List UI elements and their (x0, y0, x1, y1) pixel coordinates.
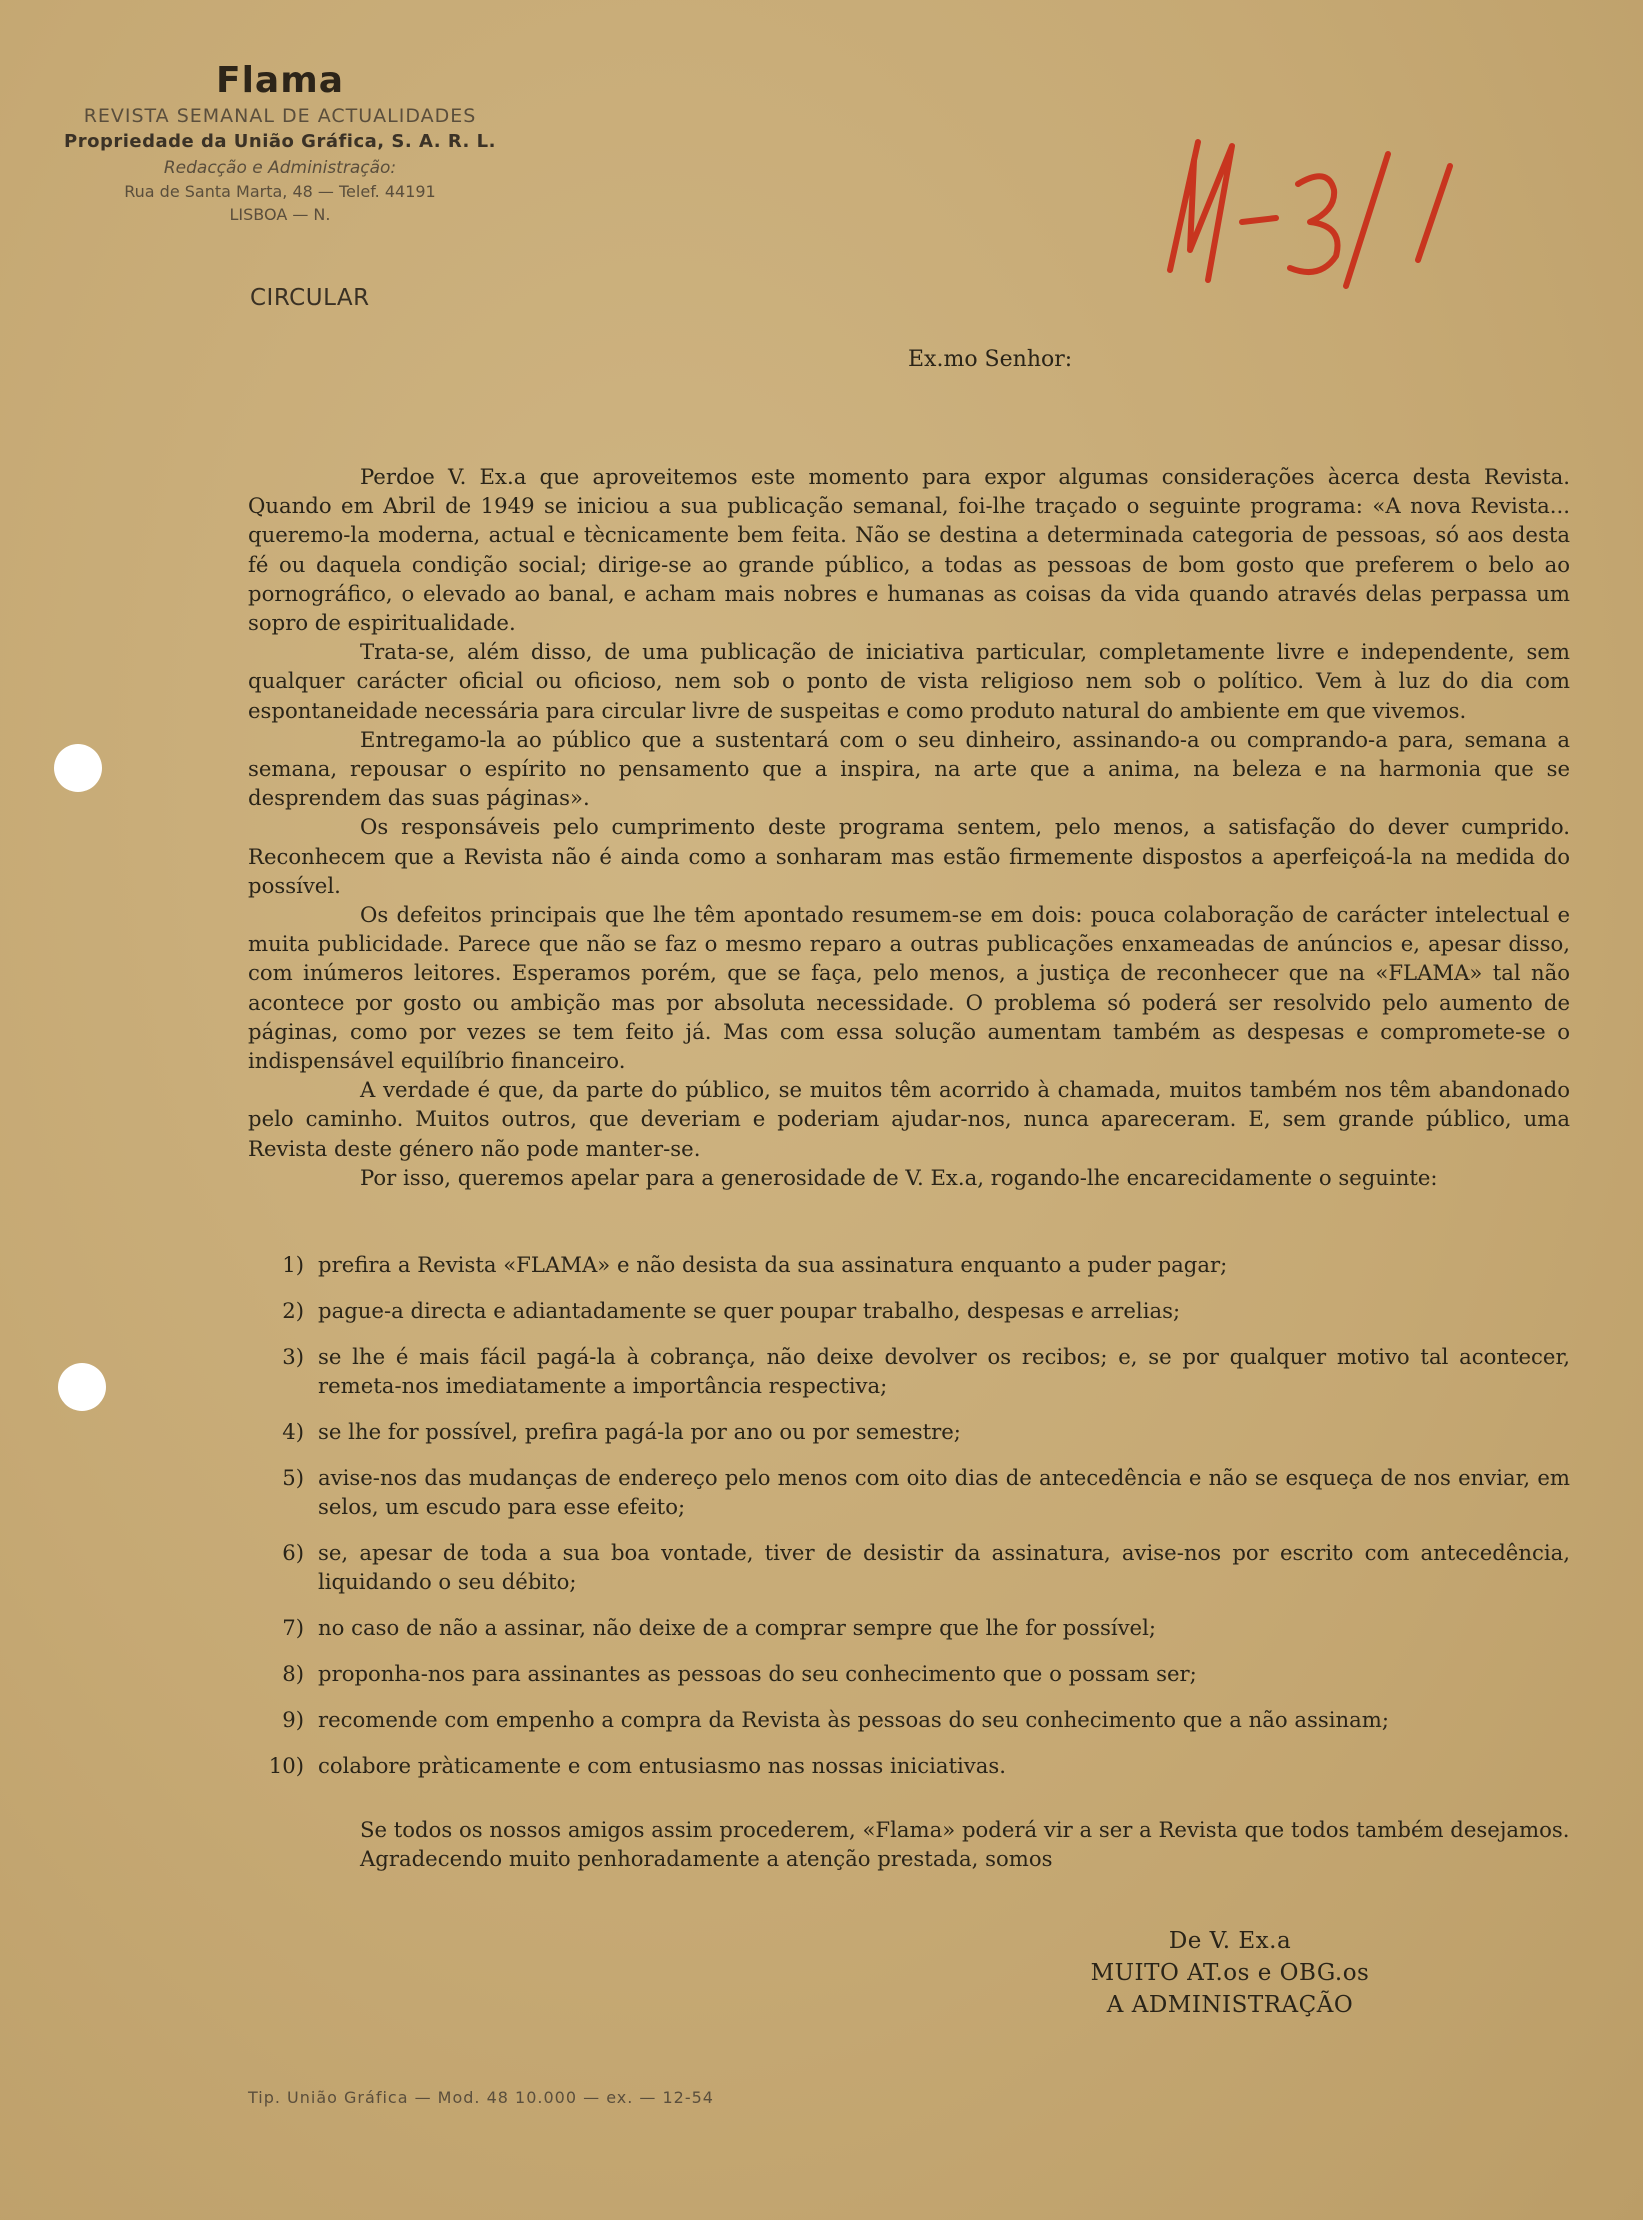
list-item-text: proponha-nos para assinantes as pessoas do seu conhecimento que o possam ser; (318, 1661, 1197, 1686)
list-item-number: 9) (282, 1707, 304, 1732)
list-item (248, 1342, 1570, 1400)
letterhead-city: LISBOA — N. (229, 205, 331, 224)
list-item (248, 1613, 1570, 1642)
list-item (248, 1705, 1570, 1734)
punch-hole (54, 744, 102, 792)
letterhead-owner: Propriedade da União Gráfica, S. A. R. L. (64, 131, 496, 152)
letterhead-admin: Redacção e Administração: (163, 158, 397, 178)
list-item-text: se lhe é mais fácil pagá-la à cobrança, não deixe devolver os recibos; e, se por qualquer motivo tal acontecer, remeta-nos imediatamente a importância respectiva; (318, 1344, 1570, 1398)
signature-line: MUITO AT.os e OBG.os (1090, 1960, 1370, 1986)
punch-hole (58, 1363, 106, 1411)
signature-line: De V. Ex.a (1168, 1928, 1292, 1954)
list-item-number: 5) (282, 1465, 304, 1490)
list-item (248, 1751, 1570, 1780)
list-item-text: pague-a directa e adiantadamente se quer poupar trabalho, despesas e arrelias; (318, 1298, 1181, 1323)
list-item-number: 4) (282, 1419, 304, 1444)
list-item-text: no caso de não a assinar, não deixe de a comprar sempre que lhe for possível; (318, 1615, 1157, 1640)
list-item (248, 1417, 1570, 1446)
signature-line: A ADMINISTRAÇÃO (1106, 1992, 1354, 2018)
letterhead-subtitle: REVISTA SEMANAL DE ACTUALIDADES (83, 105, 477, 127)
paragraph: Os responsáveis pelo cumprimento deste programa sentem, pelo menos, a satisfação do dever cumprido. Reconhecem que a Revista não é ainda como a sonharam mas estão firmemente dispostos a aperfeiçoá-la na medida do possível. (248, 814, 1570, 898)
letterhead-address: Rua de Santa Marta, 48 — Telef. 44191 (124, 182, 436, 201)
list-item-number: 1) (282, 1252, 304, 1277)
list-item-number: 10) (268, 1753, 304, 1778)
circular-label: CIRCULAR (250, 285, 370, 311)
paragraph: Por isso, queremos apelar para a generosidade de V. Ex.a, rogando-lhe encarecidamente o seguinte: (360, 1164, 1438, 1190)
list-item-number: 3) (282, 1344, 304, 1369)
paragraph: Entregamo-la ao público que a sustentará com o seu dinheiro, assinando-a ou comprando-a para, semana a semana, repousar o espírito no pensamento que a inspira, na arte que a anima, na beleza e na harmonia que se desprendem das suas páginas». (248, 726, 1570, 811)
salutation: Ex.mo Senhor: (908, 347, 1073, 372)
list-item-number: 6) (282, 1540, 304, 1565)
paragraph: A verdade é que, da parte do público, se muitos têm acorrido à chamada, muitos também nos têm abandonado pelo caminho. Muitos outros, que deveriam e poderiam ajudar-nos, nunca apareceram. E, sem grande público, uma Revista deste género não pode manter-se. (248, 1077, 1570, 1161)
list-item-text: se, apesar de toda a sua boa vontade, tiver de desistir da assinatura, avise-nos por escrito com antecedência, liquidando o seu débito; (318, 1540, 1570, 1594)
list-item (248, 1250, 1570, 1279)
list-item-number: 8) (282, 1661, 304, 1686)
list-item-number: 2) (282, 1298, 304, 1323)
list-item-text: prefira a Revista «FLAMA» e não desista da sua assinatura enquanto a puder pagar; (318, 1252, 1228, 1277)
list-item (248, 1296, 1570, 1325)
list-item-text: avise-nos das mudanças de endereço pelo menos com oito dias de antecedência e não se esqueça de nos enviar, em selos, um escudo para esse efeito; (318, 1465, 1570, 1519)
list-item (248, 1538, 1570, 1596)
list-item-text: se lhe for possível, prefira pagá-la por ano ou por semestre; (318, 1419, 961, 1444)
request-list (248, 1250, 1570, 1797)
printer-footer: Tip. União Gráfica — Mod. 48 10.000 — ex. — 12-54 (248, 2088, 714, 2107)
list-item (248, 1659, 1570, 1688)
closing-paragraph: Agradecendo muito penhoradamente a atenção prestada, somos (360, 1846, 1053, 1872)
letter-body (248, 462, 1570, 1192)
list-item-number: 7) (282, 1615, 304, 1640)
paragraph: Os defeitos principais que lhe têm apontado resumem-se em dois: pouca colaboração de carácter intelectual e muita publicidade. Parece que não se faz o mesmo reparo a outras publicações enxameadas de anúncios e, apesar disso, com inúmeros leitores. Esperamos porém, que se faça, pelo menos, a justiça de reconhecer que na «FLAMA» tal não acontece por gosto ou ambição mas por absoluta necessidade. O problema só poderá ser resolvido pelo aumento de páginas, como por vezes se tem feito já. Mas com essa solução aumentam também as despesas e compromete-se o indispensável equilíbrio financeiro. (248, 902, 1570, 1074)
signature-block (1050, 1925, 1410, 2021)
list-item-text: recomende com empenho a compra da Revista às pessoas do seu conhecimento que a não assinam; (318, 1707, 1390, 1732)
paragraph: Perdoe V. Ex.a que aproveitemos este momento para expor algumas considerações àcerca desta Revista. Quando em Abril de 1949 se iniciou a sua publicação semanal, foi-lhe traçado o seguinte programa: «A nova Revista... queremo-la moderna, actual e tècnicamente bem feita. Não se destina a determinada categoria de pessoas, só aos desta fé ou daquela condição social; dirige-se ao grande público, a todas as pessoas de bom gosto que preferem o belo ao pornográfico, o elevado ao banal, e acham mais nobres e humanas as coisas da vida quando através delas perpassa um sopro de espiritualidade. (248, 464, 1570, 636)
list-item-text: colabore pràticamente e com entusiasmo nas nossas iniciativas. (318, 1753, 1006, 1778)
list-item (248, 1463, 1570, 1521)
paragraph: Trata-se, além disso, de uma publicação de iniciativa particular, completamente livre e independente, sem qualquer carácter oficial ou oficioso, nem sob o ponto de vista religioso nem sob o político. Vem à luz do dia com espontaneidade necessária para circular livre de suspeitas e como produto natural do ambiente em que vivemos. (248, 639, 1570, 723)
letterhead (40, 60, 520, 224)
brand-name: Flama (215, 60, 345, 101)
closing-text (248, 1815, 1570, 1873)
handwritten-mark (1150, 130, 1480, 330)
closing-paragraph: Se todos os nossos amigos assim procederem, «Flama» poderá vir a ser a Revista que todos também desejamos. (360, 1817, 1570, 1842)
